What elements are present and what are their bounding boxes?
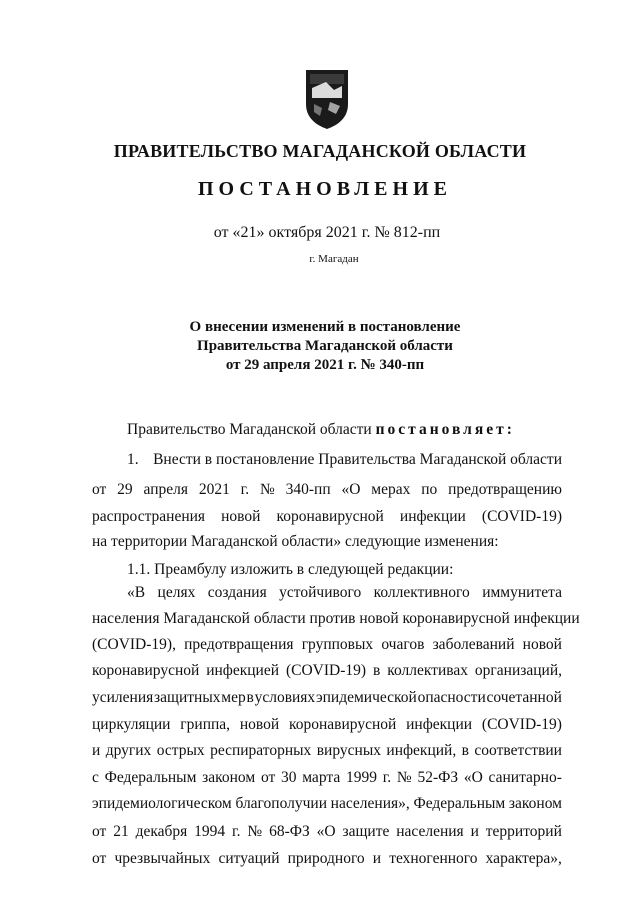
- word: новой: [239, 716, 280, 733]
- word: Федеральным: [413, 795, 506, 812]
- word: «О: [341, 481, 361, 498]
- word: создания: [207, 584, 267, 601]
- word: «О: [463, 769, 483, 786]
- word: (COVID-19): [481, 716, 562, 733]
- word: декабря: [135, 823, 188, 840]
- word: санитарно-: [488, 769, 562, 786]
- word: 68-ФЗ: [269, 823, 310, 840]
- word: 1994: [194, 823, 226, 840]
- word: законом: [202, 769, 256, 786]
- intro-resolves: постановляет:: [375, 421, 515, 438]
- word: техногенного: [389, 850, 478, 867]
- word: инфекции: [406, 716, 473, 733]
- word: респираторных: [210, 742, 312, 759]
- word: по: [421, 481, 438, 498]
- city: г. Магадан: [309, 253, 359, 265]
- word: новой: [522, 636, 562, 653]
- word: с: [92, 769, 99, 786]
- word: 30: [281, 769, 297, 786]
- word: коронавирусной: [92, 662, 200, 679]
- word: (COVID-19),: [92, 636, 176, 653]
- word: 29: [117, 481, 133, 498]
- quote-line: [92, 715, 562, 735]
- word: от: [92, 850, 107, 867]
- intro-line: [127, 420, 515, 440]
- word: очагов: [381, 636, 425, 653]
- word: 1999: [345, 769, 377, 786]
- subject-line: О внесении изменений в постановление: [189, 319, 461, 335]
- word: населения: [396, 823, 464, 840]
- word: эпидемической: [315, 689, 417, 706]
- word: от: [92, 481, 107, 498]
- word: мерах: [371, 481, 411, 498]
- word: целях: [157, 584, 196, 601]
- word: коронавирусной: [276, 508, 384, 525]
- word: предотвращения: [184, 636, 294, 653]
- quote-line: [92, 768, 562, 788]
- word: ситуаций: [218, 850, 280, 867]
- quote-line: [92, 688, 562, 708]
- word: в: [246, 689, 254, 706]
- word: №: [260, 481, 275, 498]
- intro-prefix: Правительство Магаданской области: [127, 421, 372, 438]
- quote-line: [127, 583, 562, 603]
- subject-line: Правительства Магаданской области: [197, 338, 453, 354]
- word: законом: [508, 795, 562, 812]
- subparagraph-1-1: 1.1. Преамбулу изложить в следующей редакции:: [127, 561, 454, 578]
- word: групповых: [301, 636, 374, 653]
- paragraph-number: 1.: [127, 451, 139, 468]
- word: защитных: [154, 689, 221, 706]
- word: новой: [221, 508, 261, 525]
- word: предотвращению: [448, 481, 562, 498]
- word: коллективах: [387, 662, 468, 679]
- word: и: [372, 850, 382, 867]
- word: заболеваний: [432, 636, 515, 653]
- quote-line: [92, 741, 562, 761]
- word: «О: [316, 823, 336, 840]
- word: иммунитета: [482, 584, 562, 601]
- word: №: [247, 823, 263, 840]
- word: 340-пп: [285, 481, 331, 498]
- word: апреля: [143, 481, 188, 498]
- quote-line: [92, 849, 562, 869]
- quote-line: [92, 635, 562, 655]
- word: гриппа,: [180, 716, 231, 733]
- word: марта: [302, 769, 341, 786]
- word: инфекций,: [386, 742, 457, 759]
- coat-of-arms-icon: [304, 68, 350, 130]
- word: г.: [382, 769, 392, 786]
- word: вирусных: [316, 742, 381, 759]
- document-type: ПОСТАНОВЛЕНИЕ: [198, 178, 452, 200]
- word: инфекцией: [206, 662, 280, 679]
- word: организаций,: [474, 662, 562, 679]
- word: опасности: [417, 689, 486, 706]
- word: в: [372, 662, 381, 679]
- word: условиях: [254, 689, 316, 706]
- word: №: [396, 769, 412, 786]
- word: 2021: [198, 481, 230, 498]
- word: от: [92, 823, 107, 840]
- quote-line: населения Магаданской области против новой коронавирусной инфекции: [92, 610, 580, 627]
- word: коронавирусной: [289, 716, 397, 733]
- word: чрезвычайных: [114, 850, 211, 867]
- word: коллективного: [373, 584, 470, 601]
- word: сочетанной: [486, 689, 562, 706]
- subject-line: от 29 апреля 2021 г. № 340-пп: [225, 357, 425, 373]
- word: Федеральным: [104, 769, 197, 786]
- word: «В: [127, 584, 146, 601]
- word: защите: [342, 823, 390, 840]
- paragraph-1-line: [127, 450, 562, 470]
- word: распространения: [92, 508, 206, 525]
- paragraph-1-line: на территории Магаданской области» следующие изменения:: [92, 533, 499, 550]
- word: благополучии: [235, 795, 327, 812]
- word: острых: [156, 742, 205, 759]
- word: 52-ФЗ: [417, 769, 459, 786]
- word: устойчивого: [279, 584, 362, 601]
- quote-line: [92, 661, 562, 681]
- word: циркуляции: [92, 716, 171, 733]
- word: соответствии: [474, 742, 562, 759]
- quote-line: [92, 794, 562, 814]
- word: природного: [287, 850, 365, 867]
- word: г.: [240, 481, 250, 498]
- word: населения»,: [330, 795, 410, 812]
- date-number: от «21» октября 2021 г. № 812-пп: [213, 224, 441, 241]
- word: других: [105, 742, 152, 759]
- word: инфекции: [399, 508, 466, 525]
- word: и: [470, 823, 479, 840]
- word: характера»,: [485, 850, 562, 867]
- word: мер: [221, 689, 246, 706]
- government-name: ПРАВИТЕЛЬСТВО МАГАДАНСКОЙ ОБЛАСТИ: [113, 141, 527, 161]
- word: (COVID-19): [481, 508, 562, 525]
- word: 21: [113, 823, 129, 840]
- quote-line: [92, 822, 562, 842]
- paragraph-text: Внести в постановление Правительства Магаданской области: [153, 451, 562, 468]
- word: (COVID-19): [285, 662, 367, 679]
- paragraph-1-line: [92, 480, 562, 500]
- paragraph-1-line: [92, 507, 562, 527]
- word: в: [461, 742, 469, 759]
- word: г.: [232, 823, 241, 840]
- word: усиления: [92, 689, 154, 706]
- word: эпидемиологическом: [92, 795, 232, 812]
- word: территорий: [485, 823, 562, 840]
- word: и: [92, 742, 101, 759]
- word: от: [260, 769, 276, 786]
